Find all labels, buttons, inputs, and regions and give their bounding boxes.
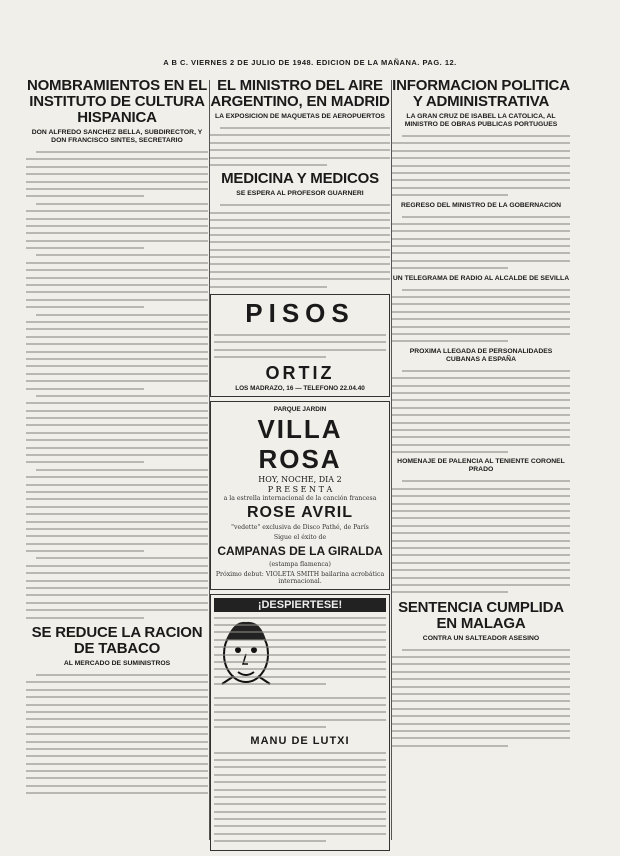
article-body xyxy=(210,201,390,290)
article-body xyxy=(392,213,570,272)
page-header: A B C. VIERNES 2 DE JULIO DE 1948. EDICION DE LA MAÑANA. PAG. 12. xyxy=(163,58,457,67)
headline-tabaco: SE REDUCE LA RACION DE TABACO xyxy=(31,624,203,657)
article-body xyxy=(392,477,570,595)
article-body xyxy=(26,148,208,621)
article-body xyxy=(392,286,570,345)
article-body xyxy=(392,646,570,749)
ad-rose-sub: "vedette" exclusiva de Disco Pathé, de París xyxy=(231,524,369,532)
subheadline-palencia: HOMENAJE DE PALENCIA AL TENIENTE CORONEL PRADO xyxy=(397,458,565,474)
headline-medicina: MEDICINA Y MEDICOS xyxy=(221,170,379,188)
ad-despiertese-title: ¡DESPIERTESE! xyxy=(214,598,386,612)
column-1 xyxy=(26,78,208,799)
subheadline-salteador: CONTRA UN SALTEADOR ASESINO xyxy=(422,634,540,642)
ad-presenta: P R E S E N T A xyxy=(267,484,333,494)
ad-villa-rosa xyxy=(210,401,390,590)
article-body xyxy=(210,124,390,168)
ad-hoy: HOY, NOCHE, DIA 2 xyxy=(258,474,342,484)
ad-despiertese xyxy=(210,594,390,851)
ad-artist-intro: a la estrella internacional de la canción francesa xyxy=(223,494,377,502)
subheadline-regreso: REGRESO DEL MINISTRO DE LA GOBERNACION xyxy=(400,201,562,209)
ad-parque: PARQUE JARDIN xyxy=(273,405,327,413)
headline-ministro-aire: EL MINISTRO DEL AIRE ARGENTINO, EN MADRID xyxy=(210,78,390,110)
ad-campanas: CAMPANAS DE LA GIRALDA xyxy=(217,544,383,559)
article-body xyxy=(392,132,570,199)
ad-sigue: Sigue el éxito de xyxy=(273,533,327,541)
column-2 xyxy=(210,78,390,855)
subheadline-tabaco: AL MERCADO DE SUMINISTROS xyxy=(63,660,171,667)
headline-nombramientos: NOMBRAMIENTOS EN EL INSTITUTO DE CULTURA HISPANICA xyxy=(26,78,208,126)
ad-ortiz-title: ORTIZ xyxy=(265,362,335,383)
ad-villa-title: VILLA ROSA xyxy=(257,413,343,474)
subheadline-telegrama: UN TELEGRAMA DE RADIO AL ALCALDE DE SEVILLA xyxy=(392,274,570,282)
subheadline-cubanas: PROXIMA LLEGADA DE PERSONALIDADES CUBANAS A ESPAÑA xyxy=(409,347,553,363)
article-body xyxy=(26,671,208,797)
ad-pisos xyxy=(210,294,390,397)
ad-ortiz-address: LOS MADRAZO, 16 — TELEFONO 22.04.40 xyxy=(235,384,365,392)
ad-pisos-title: PISOS xyxy=(245,298,355,329)
subheadline-nombramientos: DON ALFREDO SANCHEZ BELLA, SUBDIRECTOR, Y DON FRANCISCO SINTES, SECRETARIO xyxy=(31,129,203,144)
subheadline-guarneri: SE ESPERA AL PROFESOR GUARNERI xyxy=(236,190,364,198)
subheadline-exposicion: LA EXPOSICION DE MAQUETAS DE AEROPUERTOS xyxy=(215,113,385,120)
headline-sentencia: SENTENCIA CUMPLIDA EN MALAGA xyxy=(398,598,564,632)
ad-campanas-sub: (estampa flamenca) xyxy=(269,561,331,569)
ad-manu-title: MANU DE LUTXI xyxy=(250,734,350,747)
article-body xyxy=(392,367,570,456)
headline-informacion: INFORMACION POLITICA Y ADMINISTRATIVA xyxy=(392,78,570,110)
column-3 xyxy=(392,78,570,751)
subheadline-gran-cruz: LA GRAN CRUZ DE ISABEL LA CATOLICA, AL MINISTRO DE OBRAS PUBLICAS PORTUGUES xyxy=(404,113,558,128)
ad-proximo: Próximo debut: VIOLETA SMITH bailarina acrobática internacional. xyxy=(215,570,385,586)
ad-rose-avril: ROSE AVRIL xyxy=(246,504,353,522)
